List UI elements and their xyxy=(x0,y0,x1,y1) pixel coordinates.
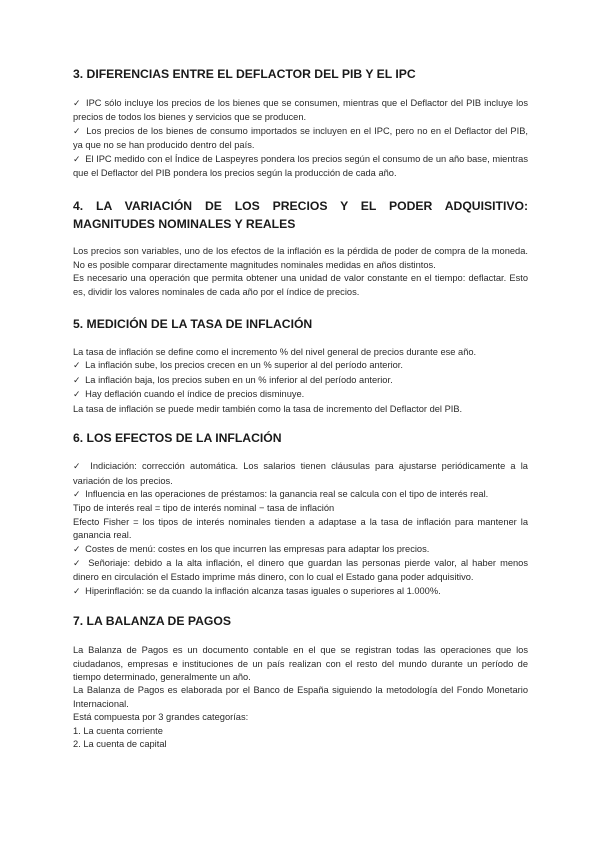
paragraph: Es necesario una operación que permita obtener una unidad de valor constante en el tiempo: deflactar. Esto es, dividir los valores nominales de cada año por el índice de precios. xyxy=(73,273,528,297)
section-balanza-pagos xyxy=(73,614,528,751)
check-icon: ✓ xyxy=(73,375,81,386)
paragraph: ✓ Los precios de los bienes de consumo importados se incluyen en el IPC, pero no en el Deflactor del PIB, ya que no se han producido dentro del país. xyxy=(73,125,528,151)
section-heading: 3. DIFERENCIAS ENTRE EL DEFLACTOR DEL PIB Y EL IPC xyxy=(73,67,416,81)
paragraph: ✓ Hiperinflación: se da cuando la inflación alcanza tasas iguales o superiores al 1.000%. xyxy=(73,585,441,597)
check-icon: ✓ xyxy=(73,390,81,401)
check-icon: ✓ xyxy=(73,361,81,372)
paragraph: Está compuesta por 3 grandes categorías: xyxy=(73,712,249,723)
document-content xyxy=(73,67,528,751)
section-heading: 6. LOS EFECTOS DE LA INFLACIÓN xyxy=(73,431,282,446)
list-item: 2. La cuenta de capital xyxy=(73,739,167,749)
paragraph: Los precios son variables, uno de los efectos de la inflación es la pérdida de poder de compra de la moneda. No es posible comparar directamente magnitudes nominales medidas en años distintos. xyxy=(73,246,528,270)
check-icon: ✓ xyxy=(73,99,81,109)
paragraph: La Balanza de Pagos es un documento contable en el que se registran todas las operaciones que los ciudadanos, empresas e instituciones de un país realizan con el resto del mundo durante un período de tiempo determinado, generalmente un año. xyxy=(73,645,528,682)
paragraph: ✓ El IPC medido con el Índice de Laspeyres pondera los precios según el consumo de un año base, mientras que el Deflactor del PIB pondera los precios según la producción de cada año. xyxy=(73,153,528,179)
paragraph: ✓ IPC sólo incluye los precios de los bienes que se consumen, mientras que el Deflactor del PIB incluye los precios de todos los bienes y servicios que se producen. xyxy=(73,98,528,123)
section-tasa-inflacion xyxy=(73,317,528,416)
paragraph: ✓ La inflación sube, los precios crecen en un % superior al del período anterior. xyxy=(73,360,403,372)
check-icon: ✓ xyxy=(73,586,81,597)
paragraph: ✓ Indiciación: corrección automática. Los salarios tienen cláusulas para ajustarse periódicamente a la variación de los precios. xyxy=(73,461,528,486)
paragraph: ✓ Influencia en las operaciones de préstamos: la ganancia real se calcula con el tipo de interés real. xyxy=(73,488,489,500)
paragraph: La tasa de inflación se puede medir también como la tasa de incremento del Deflactor del PIB. xyxy=(73,403,463,414)
check-icon: ✓ xyxy=(73,154,81,165)
paragraph: La Balanza de Pagos es elaborada por el Banco de España siguiendo la metodología del Fondo Monetario Internacional. xyxy=(73,685,528,709)
check-icon: ✓ xyxy=(73,558,83,569)
section-heading: 7. LA BALANZA DE PAGOS xyxy=(73,614,231,629)
paragraph: ✓ La inflación baja, los precios suben en un % inferior al del período anterior. xyxy=(73,374,393,386)
paragraph: ✓ Hay deflación cuando el índice de precios disminuye. xyxy=(73,389,305,401)
paragraph: La tasa de inflación se define como el incremento % del nivel general de precios durante ese año. xyxy=(73,347,477,358)
paragraph: ✓ Costes de menú: costes en los que incurren las empresas para adaptar los precios. xyxy=(73,543,430,555)
paragraph: Efecto Fisher = los tipos de interés nominales tienden a adaptase a la tasa de inflación para mantener la ganancia real. xyxy=(73,516,528,541)
check-icon: ✓ xyxy=(73,462,84,473)
list-item: 1. La cuenta corriente xyxy=(73,725,163,736)
section-heading: 5. MEDICIÓN DE LA TASA DE INFLACIÓN xyxy=(73,317,313,332)
paragraph: Tipo de interés real = tipo de interés nominal − tasa de inflación xyxy=(73,503,335,514)
section-heading: 4. LA VARIACIÓN DE LOS PRECIOS Y EL PODER ADQUISITIVO: MAGNITUDES NOMINALES Y REALES xyxy=(73,199,528,232)
paragraph: ✓ Señoriaje: debido a la alta inflación, el dinero que guardan las personas pierde valor, al haber menos dinero en circulación el Estado imprime más dinero, con lo cual el Estado gana poder adquisitivo. xyxy=(73,557,528,583)
check-icon: ✓ xyxy=(73,126,82,137)
check-icon: ✓ xyxy=(73,544,81,555)
section-efectos-inflacion xyxy=(73,431,528,599)
section-deflactor-vs-ipc xyxy=(73,67,528,180)
check-icon: ✓ xyxy=(73,489,81,500)
section-variacion-precios xyxy=(73,197,528,299)
